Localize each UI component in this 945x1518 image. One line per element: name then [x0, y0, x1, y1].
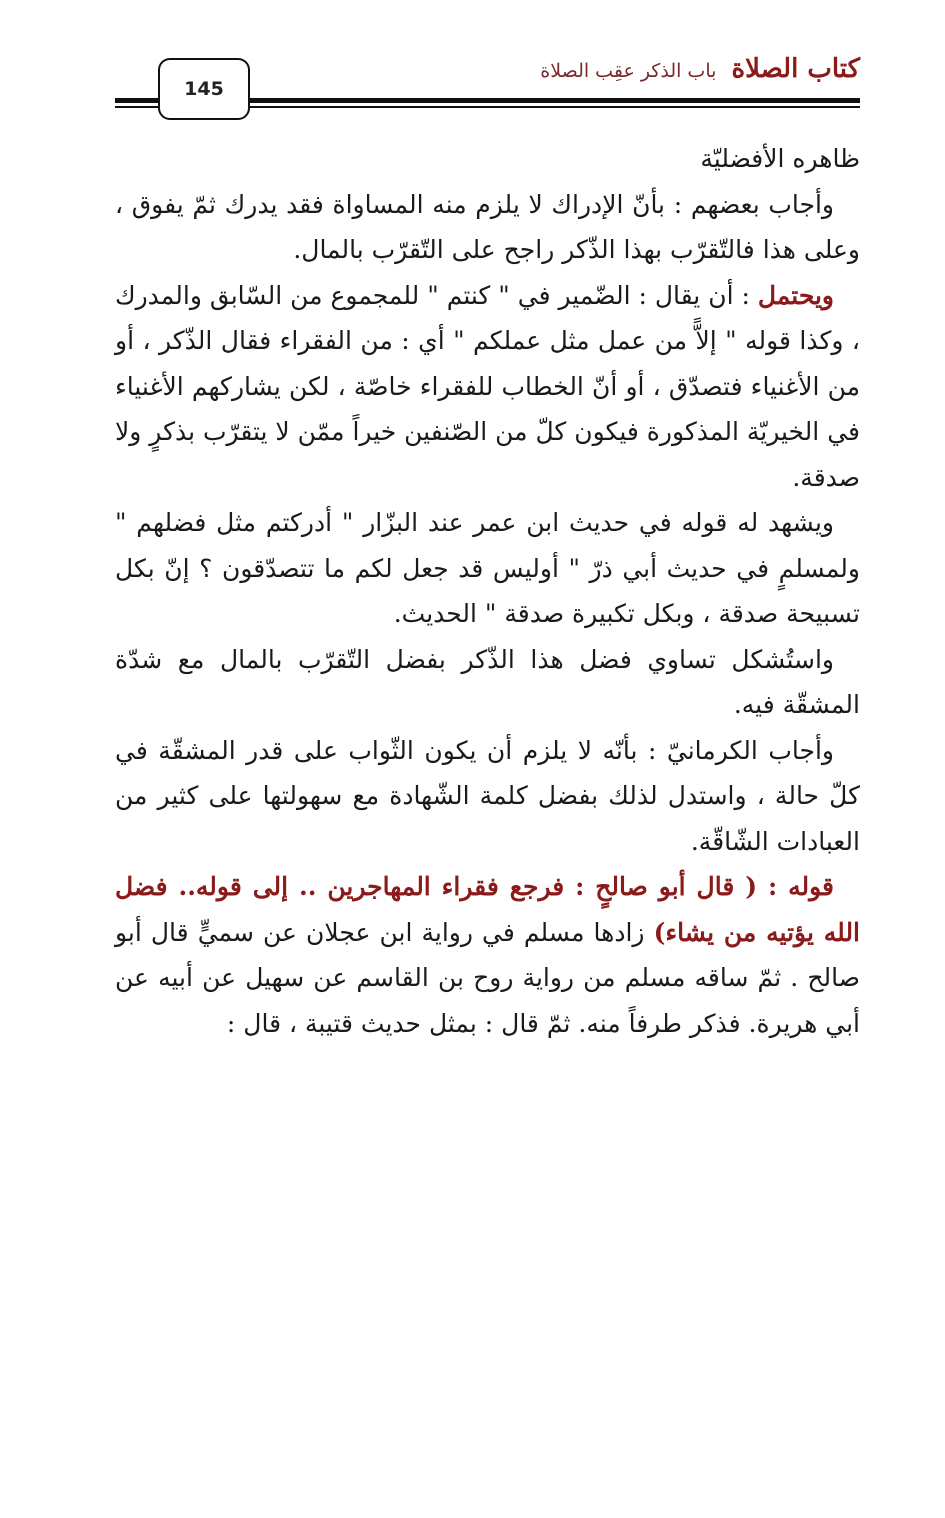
paragraph-text: زادها مسلم في رواية ابن عجلان عن سميٍّ قال أبو صالح . ثمّ ساقه مسلم من رواية روح بن القاسم عن سهيل عن أبيه عن أبي هريرة. فذكر طرفاً منه. ثمّ قال : بمثل حديث قتيبة ، قال : — [115, 917, 860, 1038]
paragraph — [115, 728, 860, 865]
paragraph-text: : أن يقال : الضّمير في " كنتم " للمجموع من السّابق والمدرك ، وكذا قوله " إلاًّ من عمل مثل عملكم " أي : من الفقراء فقال الذّكر ، أو من الأغنياء فتصدّق ، أو أنّ الخطاب للفقراء خاصّة ، لكن يشاركهم الأغنياء في الخيريّة المذكورة فيكون كلّ من الصّنفين خيراً ممّن لا يتقرّب بذكرٍ ولا صدقة. — [115, 280, 860, 492]
paragraph — [115, 500, 860, 637]
paragraph-text: وأجاب بعضهم : بأنّ الإدراك لا يلزم منه المساواة فقد يدرك ثمّ يفوق ، وعلى هذا فالتّقرّب بهذا الذّكر راجح على التّقرّب بالمال. — [115, 189, 860, 264]
page-body — [115, 136, 860, 1046]
running-title — [540, 54, 860, 84]
paragraph — [115, 864, 860, 1046]
paragraph — [115, 182, 860, 273]
book-title: كتاب الصلاة — [731, 54, 860, 84]
paragraph — [115, 273, 860, 501]
paragraph-text: ظاهره الأفضليّة — [700, 144, 860, 173]
paragraph-lead: قوله : ( قال أبو صالحٍ : فرجع فقراء المهاجرين .. إلى قوله.. فضل الله يؤتيه من يشاء) — [115, 872, 861, 947]
paragraph-text: واستُشكل تساوي فضل هذا الذّكر بفضل التّقرّب بالمال مع شدّة المشقّة فيه. — [115, 644, 860, 719]
chapter-title: باب الذكر عقِب الصلاة — [540, 60, 717, 82]
paragraph-text: وأجاب الكرمانيّ : بأنّه لا يلزم أن يكون الثّواب على قدر المشقّة في كلّ حالة ، واستدل لذلك بفضل كلمة الشّهادة مع سهولتها على كثير من العبادات الشّاقّة. — [115, 735, 860, 856]
paragraph-text: ويشهد له قوله في حديث ابن عمر عند البزّار " أدركتم مثل فضلهم " ولمسلمٍ في حديث أبي ذرّ " أوليس قد جعل لكم ما تتصدّقون ؟ إنّ بكل تسبيحة صدقة ، وبكل تكبيرة صدقة " الحديث. — [115, 508, 860, 628]
page-header — [115, 48, 860, 108]
paragraph-lead: ويحتمل — [757, 280, 834, 310]
paragraph — [115, 637, 860, 728]
page-number: 145 — [184, 78, 224, 100]
page-number-box — [158, 58, 250, 120]
paragraph — [115, 136, 860, 182]
